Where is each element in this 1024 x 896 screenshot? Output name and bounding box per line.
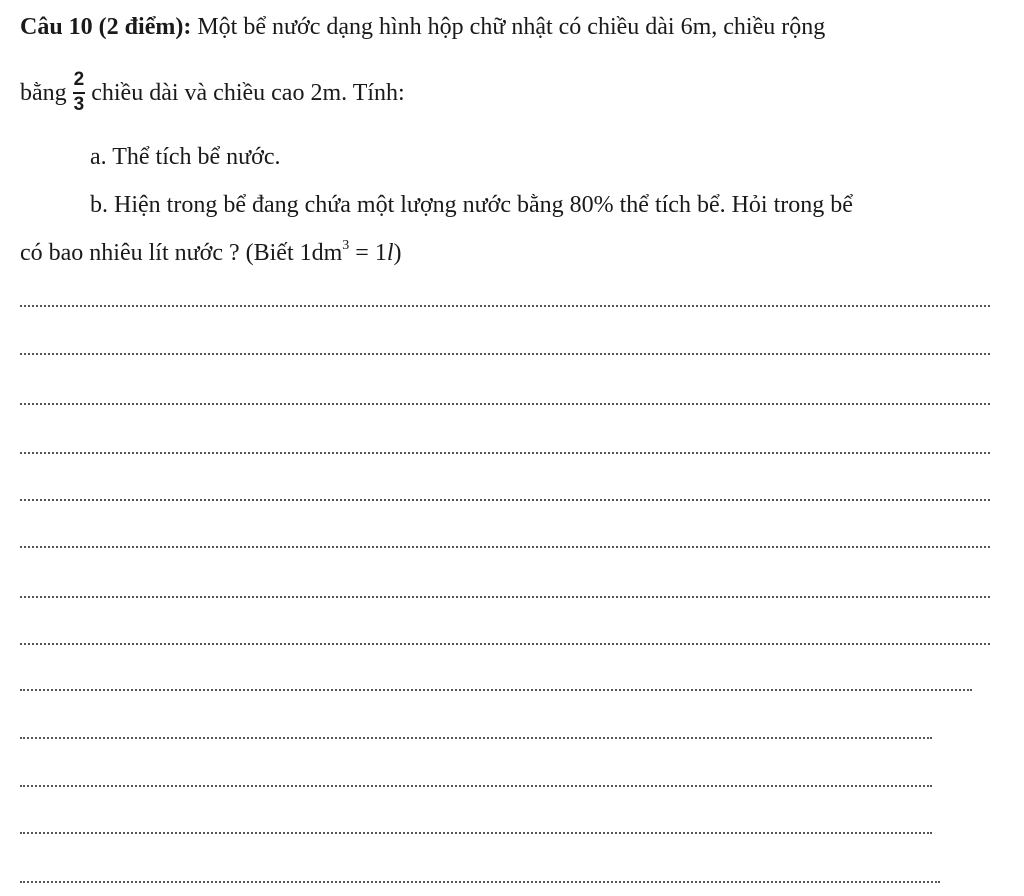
fraction-numerator: 2	[73, 69, 85, 90]
answer-line[interactable]	[20, 403, 990, 405]
part-b-equals: = 1	[349, 240, 387, 266]
part-b-text: có bao nhiêu lít nước ? (Biết 1dm	[20, 240, 343, 266]
question-heading: Câu 10 (2 điểm):	[20, 14, 192, 40]
question-text-2a: bằng	[20, 80, 67, 107]
fraction-denominator: 3	[73, 94, 85, 115]
answer-line[interactable]	[20, 832, 932, 834]
answer-line[interactable]	[20, 546, 990, 548]
answer-line[interactable]	[20, 785, 932, 787]
answer-line[interactable]	[20, 881, 940, 883]
answer-line[interactable]	[20, 353, 990, 355]
answer-line[interactable]	[20, 452, 990, 454]
answer-line[interactable]	[20, 305, 990, 307]
cube-exponent: 3	[342, 238, 350, 253]
question-text-2b: chiều dài và chiều cao 2m. Tính:	[91, 80, 405, 107]
part-b-close: )	[393, 240, 402, 266]
question-text-1: Một bể nước dạng hình hộp chữ nhật có chiều dài 6m, chiều rộng	[197, 14, 826, 40]
question-line-1	[20, 12, 825, 42]
answer-line[interactable]	[20, 643, 990, 645]
answer-line[interactable]	[20, 596, 990, 598]
litre-unit: l	[386, 240, 394, 266]
fraction-two-thirds	[73, 70, 86, 115]
answer-line[interactable]	[20, 737, 932, 739]
answer-line[interactable]	[20, 499, 990, 501]
part-b-line-1: b. Hiện trong bể đang chứa một lượng nước bằng 80% thể tích bể. Hỏi trong bể	[90, 192, 853, 218]
part-b-line-2	[20, 238, 402, 268]
answer-line[interactable]	[20, 689, 972, 691]
part-a: a. Thể tích bể nước.	[90, 144, 281, 170]
question-line-2	[20, 69, 405, 117]
